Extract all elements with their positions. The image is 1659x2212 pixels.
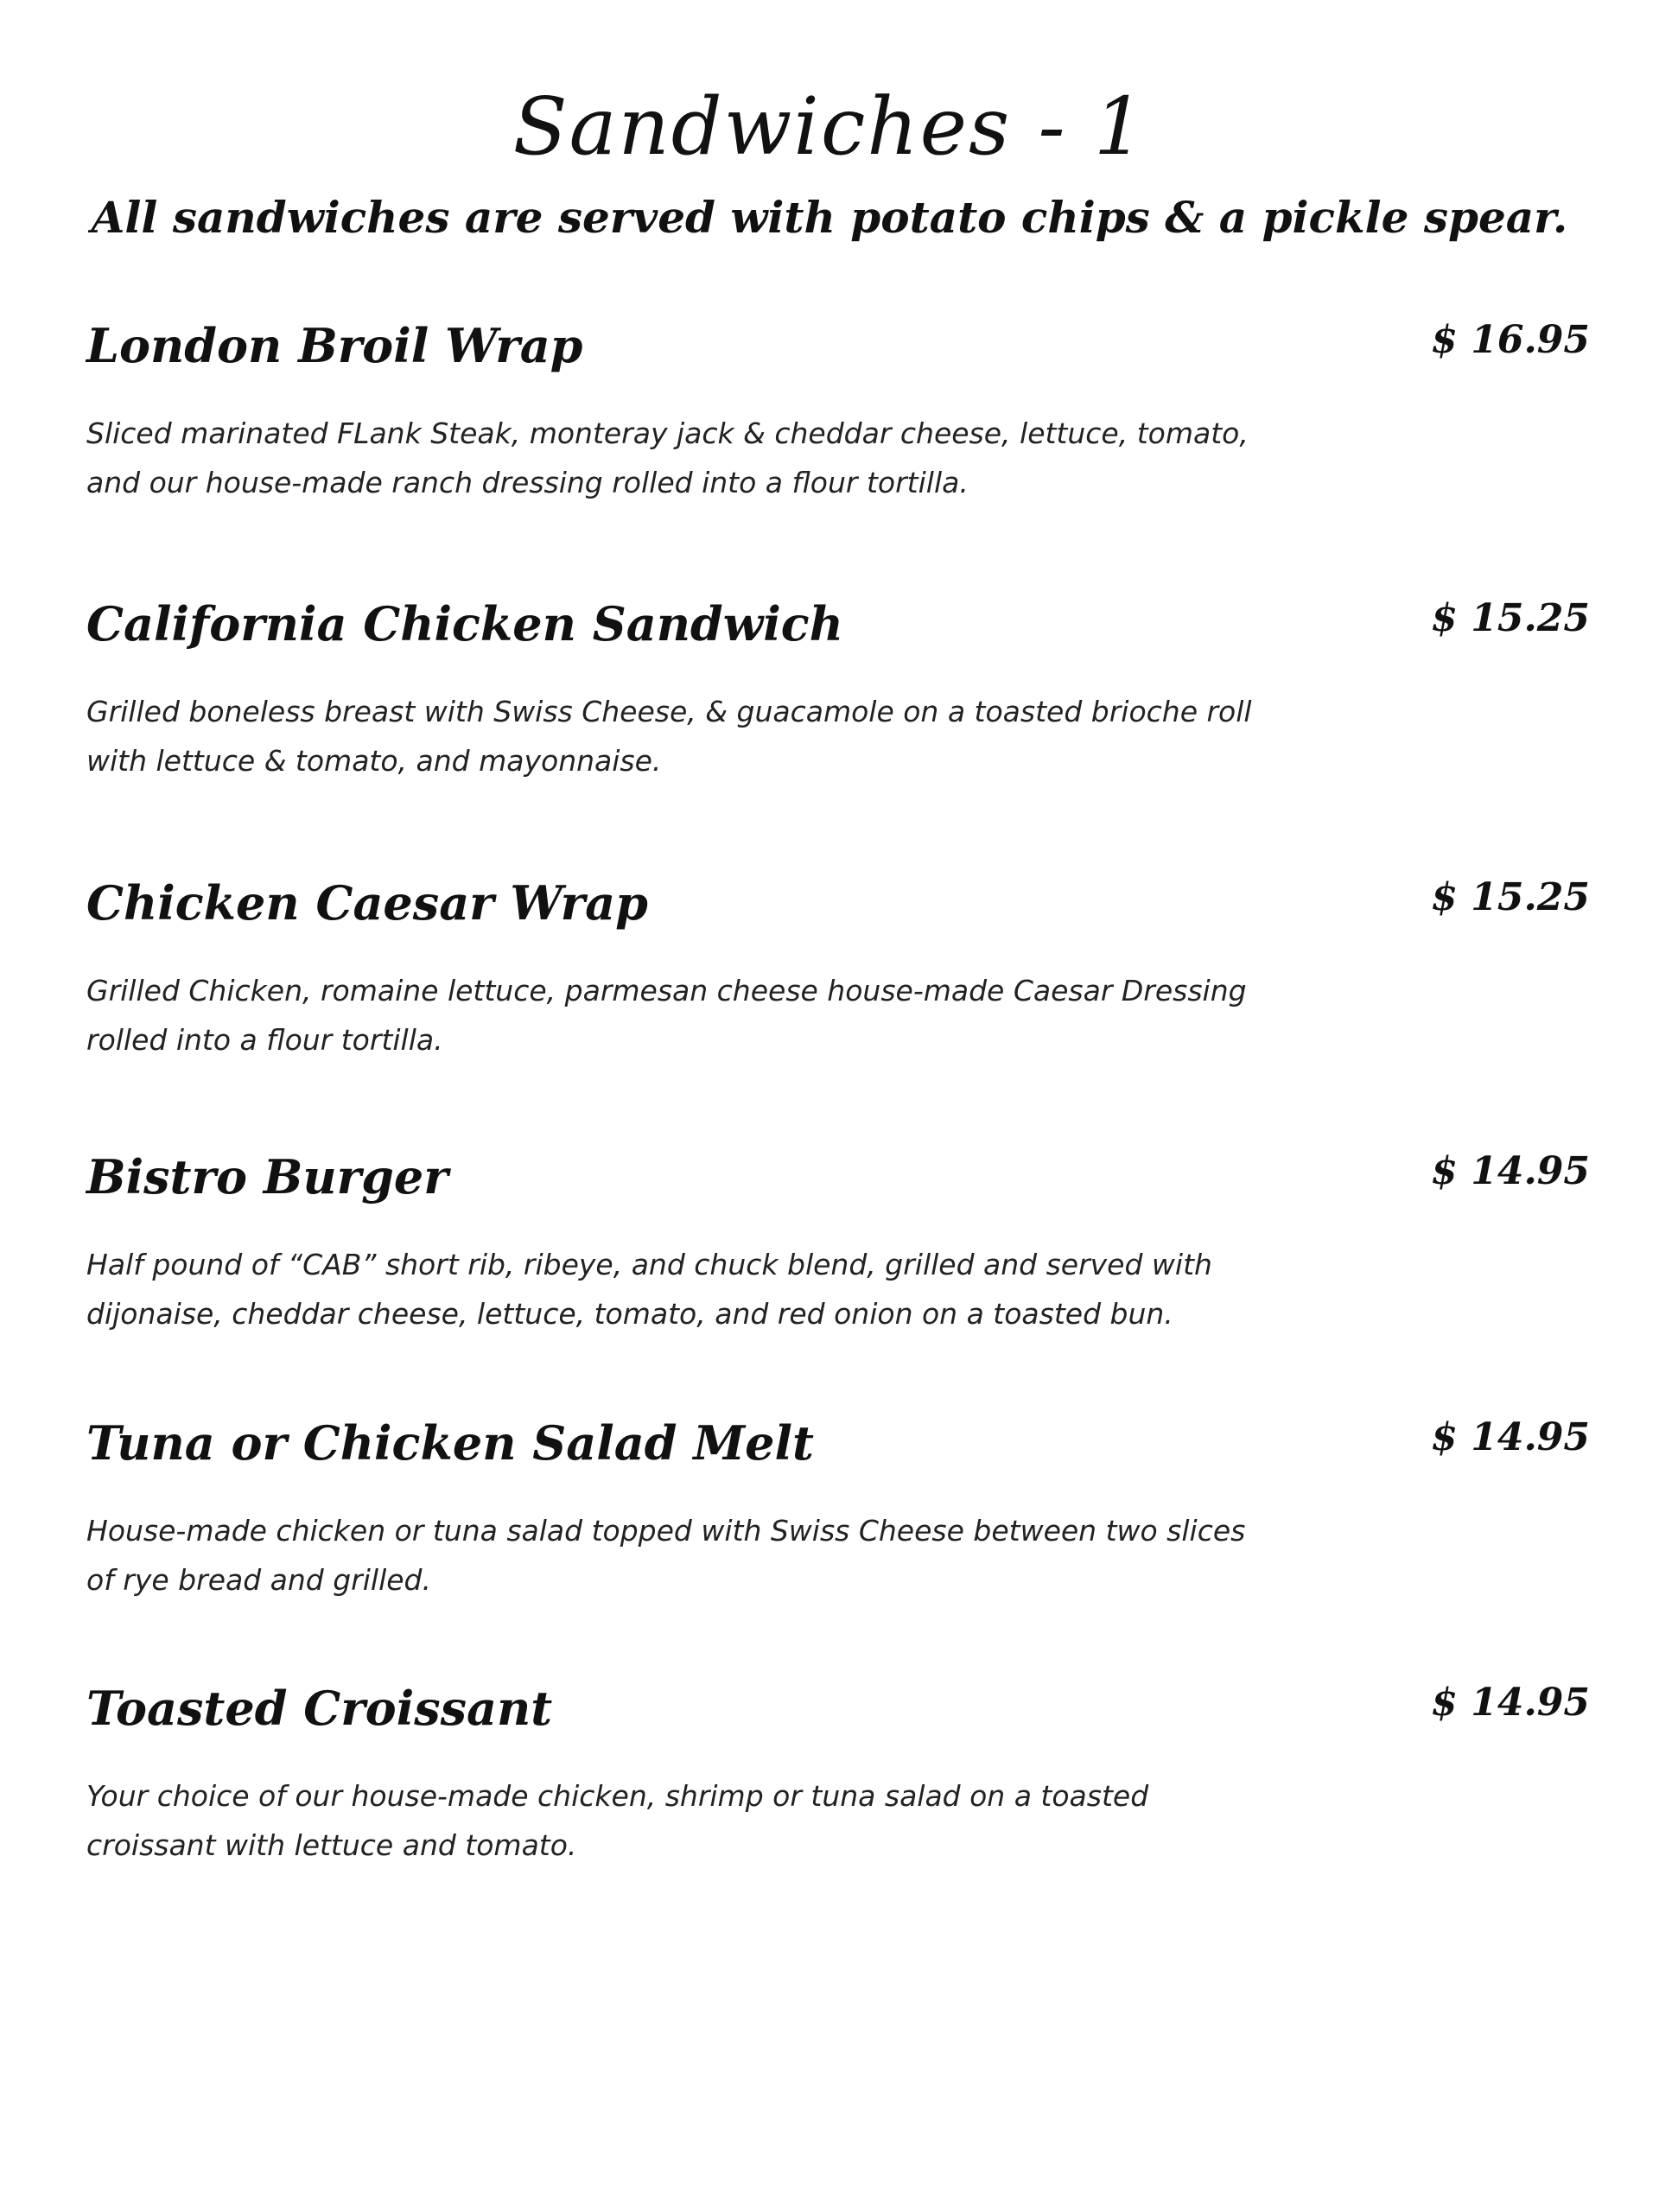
item-name: Toasted Croissant <box>86 1681 553 1736</box>
item-description: Grilled Chicken, romaine lettuce, parmesan cheese house-made Caesar Dressing rolled into a flour tortilla. <box>86 974 1247 1057</box>
item-description: Sliced marinated FLank Steak, monteray jack & cheddar cheese, lettuce, tomato, and our house-made ranch dressing rolled into a flour tortilla. <box>86 416 1249 499</box>
item-name: Chicken Caesar Wrap <box>86 875 648 931</box>
item-price: $ 14.95 <box>1431 1681 1590 1725</box>
menu-item-california-chicken-sandwich <box>0 596 1659 804</box>
item-price: $ 15.25 <box>1431 596 1590 640</box>
item-price: $ 16.95 <box>1431 318 1590 362</box>
item-name: Tuna or Chicken Salad Melt <box>86 1415 814 1471</box>
item-description: House-made chicken or tuna salad topped with Swiss Cheese between two slices of rye bread and grilled. <box>86 1514 1246 1597</box>
page-subtitle: All sandwiches are served with potato chips & a pickle spear. <box>91 192 1568 243</box>
page-title: Sandwiches - 1 <box>512 80 1147 173</box>
item-description: Your choice of our house-made chicken, shrimp or tuna salad on a toasted croissant with lettuce and tomato. <box>86 1779 1149 1862</box>
item-price: $ 15.25 <box>1431 875 1590 919</box>
item-price: $ 14.95 <box>1431 1415 1590 1459</box>
menu-item-chicken-caesar-wrap <box>0 875 1659 1083</box>
item-name: London Broil Wrap <box>86 318 583 373</box>
item-name: Bistro Burger <box>86 1149 448 1205</box>
menu-item-london-broil-wrap <box>0 318 1659 525</box>
item-description: Grilled boneless breast with Swiss Cheese, & guacamole on a toasted brioche roll with lettuce & tomato, and mayonnaise. <box>86 695 1252 778</box>
menu-item-toasted-croissant <box>0 1681 1659 1888</box>
item-price: $ 14.95 <box>1431 1149 1590 1193</box>
menu-item-tuna-or-chicken-salad-melt <box>0 1415 1659 1623</box>
menu-item-bistro-burger <box>0 1149 1659 1357</box>
item-description: Half pound of “CAB” short rib, ribeye, and chuck blend, grilled and served with dijonaise, cheddar cheese, lettuce, tomato, and red onion on a toasted bun. <box>86 1248 1212 1331</box>
item-name: California Chicken Sandwich <box>86 596 843 652</box>
